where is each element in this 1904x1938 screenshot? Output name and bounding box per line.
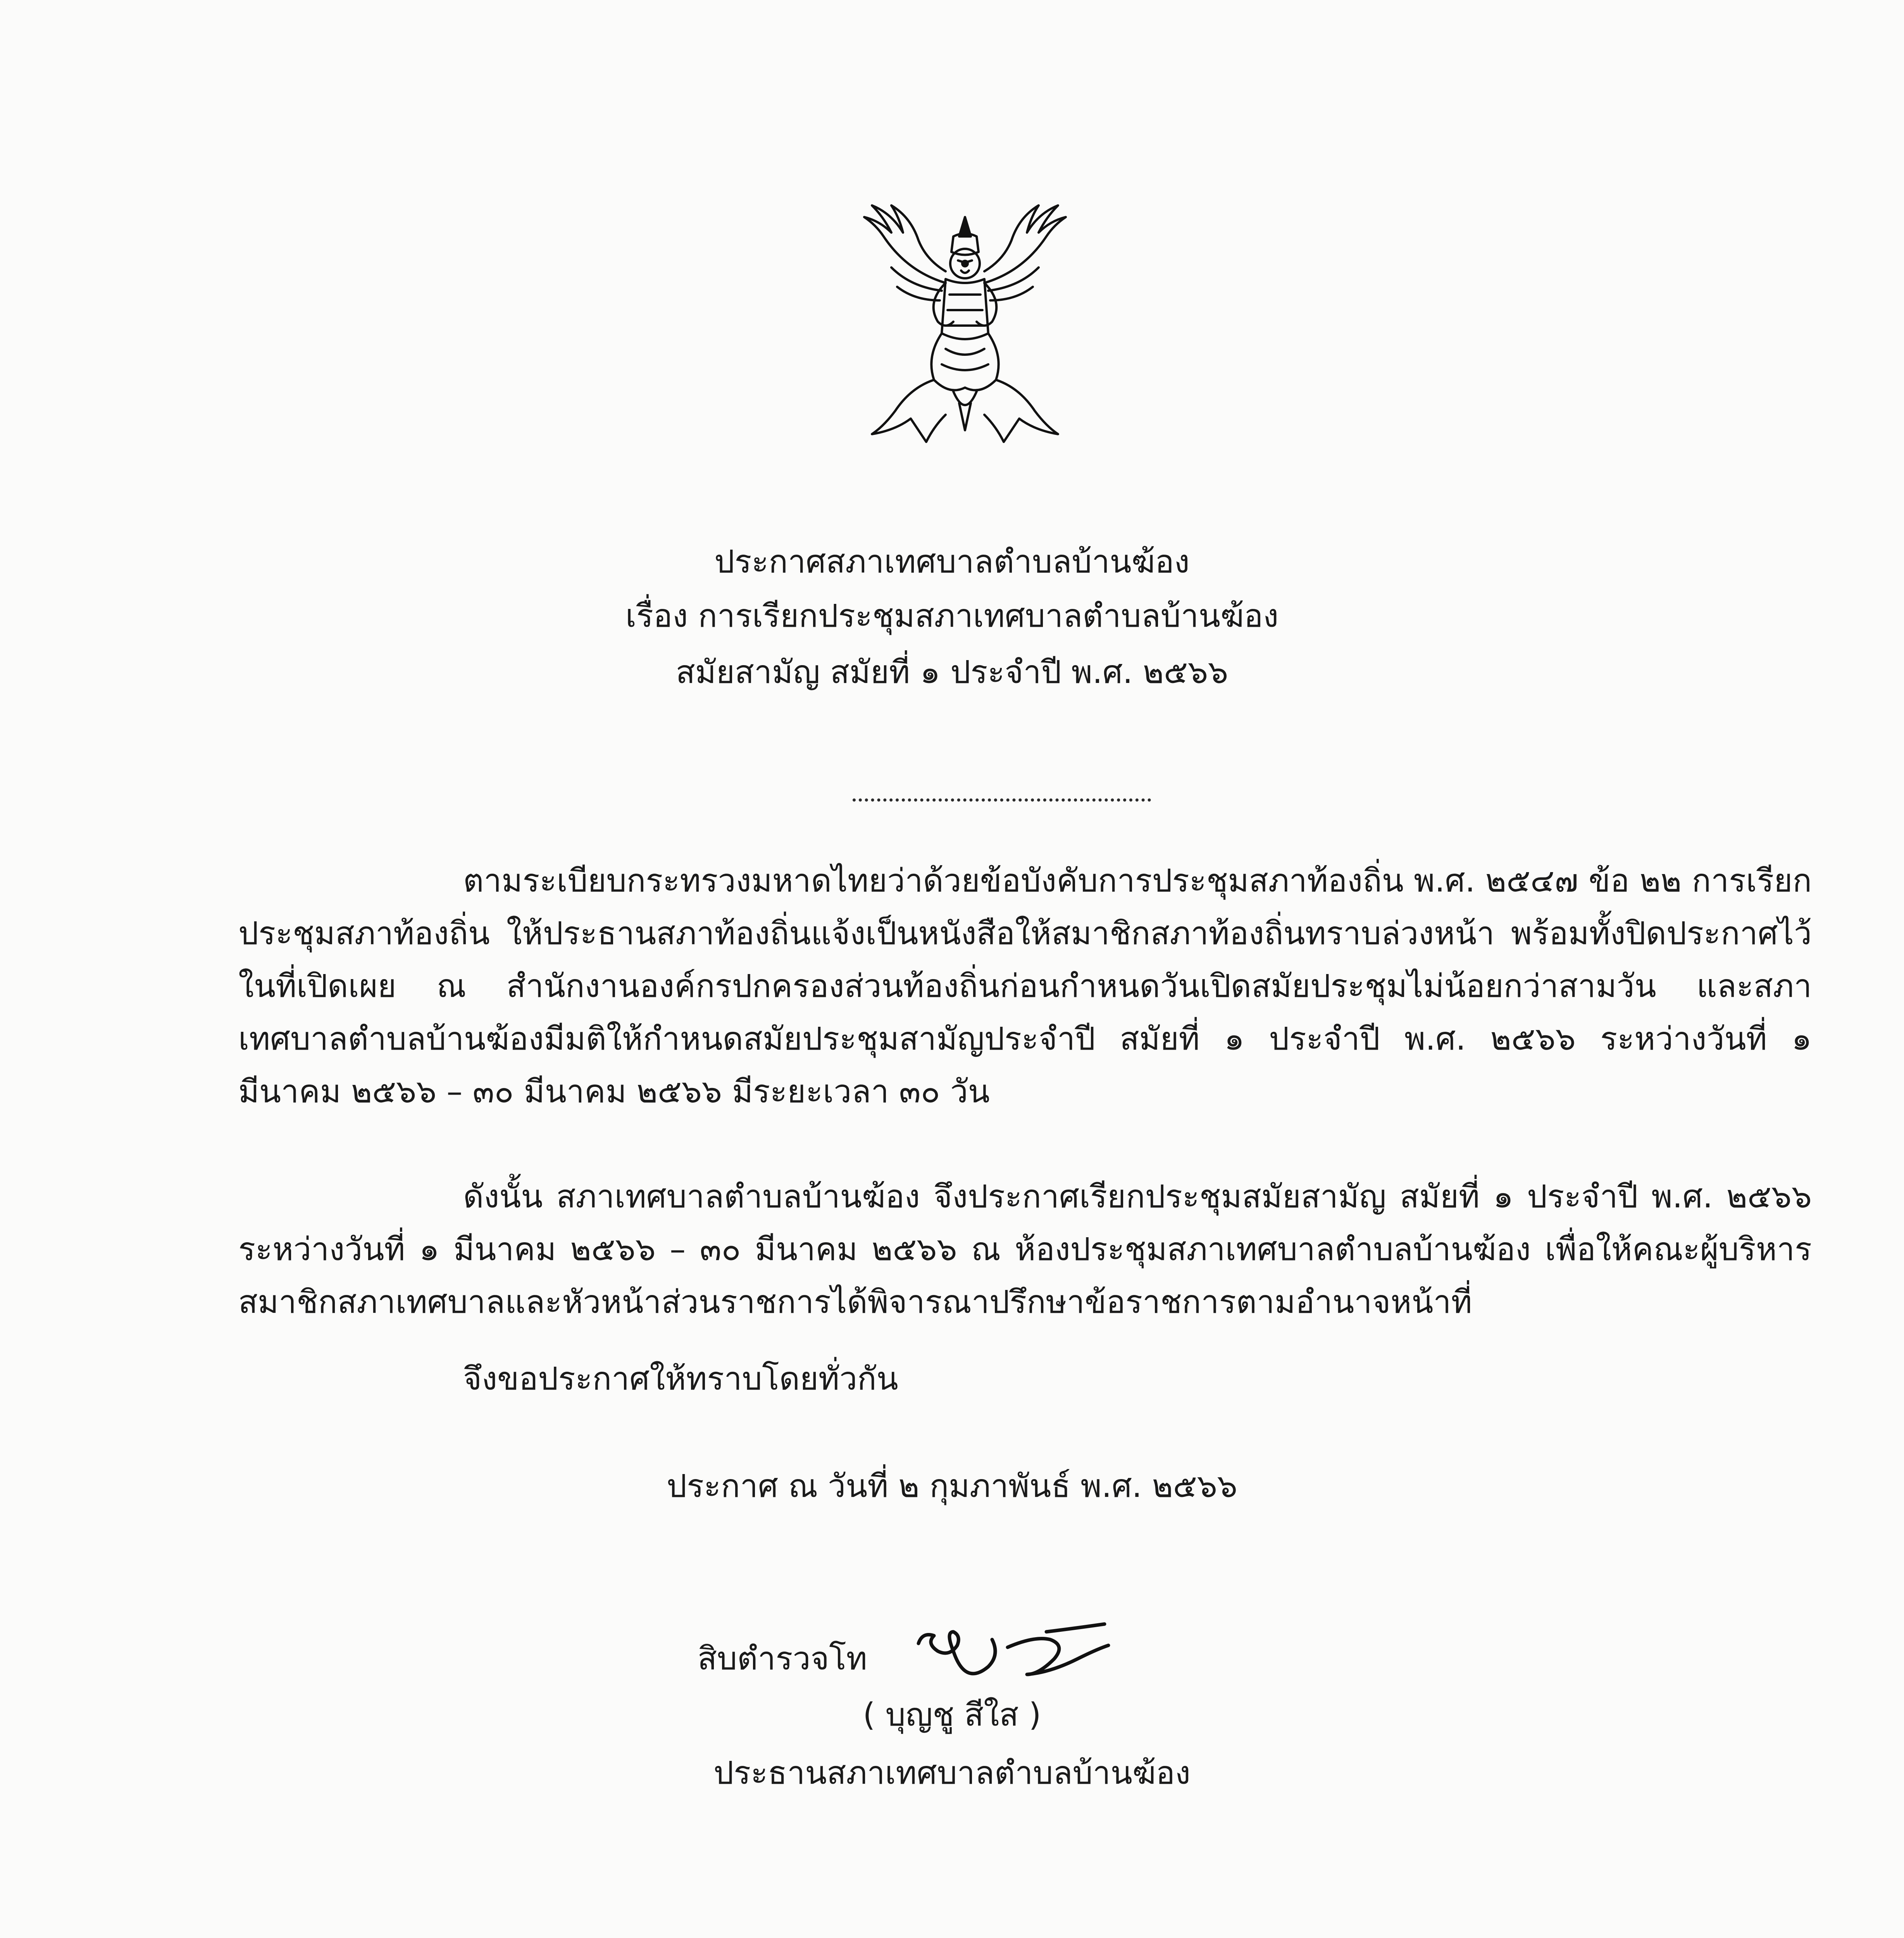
body-paragraph-2: ดังนั้น สภาเทศบาลตำบลบ้านฆ้อง จึงประกาศเรียกประชุมสมัยสามัญ สมัยที่ ๑ ประจำปี พ.ศ. ๒๕๖๖ ระหว่างวันที่ ๑ มีนาคม ๒๕๖๖ – ๓๐ มีนาคม ๒๕๖๖ ณ ห้องประชุมสภาเทศบาลตำบลบ้านฆ้อง เพื่อให้คณะผู้บริหาร สมาชิกสภาเทศบาลและหัวหน้าส่วนราชการได้พิจารณาปรึกษาข้อราชการตามอำนาจหน้าที่ <box>238 1178 1812 1321</box>
dotted-divider <box>853 798 1151 802</box>
session-line: สมัยสามัญ สมัยที่ ๑ ประจำปี พ.ศ. ๒๕๖๖ <box>675 654 1229 691</box>
body-paragraph-3: จึงขอประกาศให้ทราบโดยทั่วกัน <box>463 1360 898 1397</box>
subject-line: เรื่อง การเรียกประชุมสภาเทศบาลตำบลบ้านฆ้อง <box>625 598 1279 635</box>
signatory-name: ( บุญชู สีใส ) <box>863 1697 1041 1733</box>
announcement-date: ประกาศ ณ วันที่ ๒ กุมภาพันธ์ พ.ศ. ๒๕๖๖ <box>667 1468 1237 1505</box>
announcement-title: ประกาศสภาเทศบาลตำบลบ้านฆ้อง <box>714 543 1190 580</box>
body-paragraph-1: ตามระเบียบกระทรวงมหาดไทยว่าด้วยข้อบังคับการประชุมสภาท้องถิ่น พ.ศ. ๒๕๔๗ ข้อ ๒๒ การเรียกประชุมสภาท้องถิ่น ให้ประธานสภาท้องถิ่นแจ้งเป็นหนังสือให้สมาชิกสภาท้องถิ่นทราบล่วงหน้า พร้อมทั้งปิดประกาศไว้ในที่เปิดเผย ณ สำนักงานองค์กรปกครองส่วนท้องถิ่นก่อนกำหนดวันเปิดสมัยประชุมไม่น้อยกว่าสามวัน และสภาเทศบาลตำบลบ้านฆ้องมีมติให้กำหนดสมัยประชุมสามัญประจำปี สมัยที่ ๑ ประจำปี พ.ศ. ๒๕๖๖ ระหว่างวันที่ ๑ มีนาคม ๒๕๖๖ – ๓๐ มีนาคม ๒๕๖๖ มีระยะเวลา ๓๐ วัน <box>238 862 1812 1110</box>
signatory-rank: สิบตำรวจโท <box>698 1640 867 1677</box>
garuda-emblem-icon <box>849 194 1081 450</box>
signatory-position: ประธานสภาเทศบาลตำบลบ้านฆ้อง <box>713 1755 1191 1791</box>
handwritten-signature <box>911 1609 1120 1702</box>
